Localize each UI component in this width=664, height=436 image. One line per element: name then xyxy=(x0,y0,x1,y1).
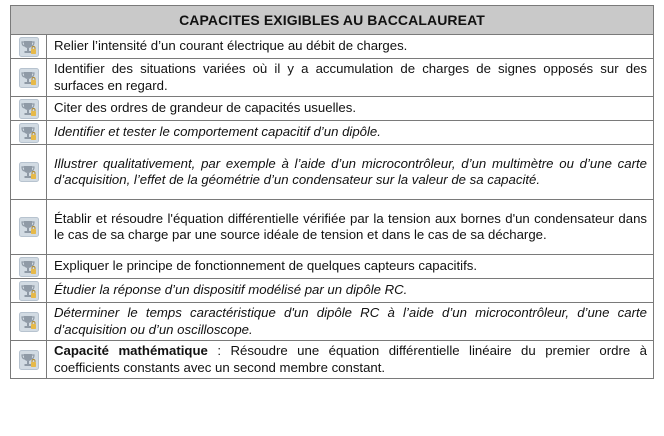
skill-text: Étudier la réponse d’un dispositif modélisé par un dipôle RC. xyxy=(47,279,654,303)
table-row xyxy=(11,255,654,279)
table-row xyxy=(11,279,654,303)
table-row xyxy=(11,303,654,341)
skill-text: Identifier des situations variées où il y a accumulation de charges de signes opposés sur des surfaces en regard. xyxy=(47,59,654,97)
trophy-lock-icon xyxy=(19,281,39,301)
skill-text: Établir et résoudre l'équation différentielle vérifiée par la tension aux bornes d'un condensateur dans le cas de sa charge par une source idéale de tension et dans le cas de sa décharge. xyxy=(47,200,654,255)
table-row xyxy=(11,145,654,200)
row-icon-cell xyxy=(11,341,47,379)
skill-text-math xyxy=(47,341,654,379)
trophy-lock-icon xyxy=(19,217,39,237)
skill-text: Citer des ordres de grandeur de capacités usuelles. xyxy=(47,97,654,121)
skill-text: Identifier et tester le comportement capacitif d’un dipôle. xyxy=(47,121,654,145)
table-row xyxy=(11,35,654,59)
trophy-lock-icon xyxy=(19,37,39,57)
skill-text: Relier l’intensité d’un courant électrique au débit de charges. xyxy=(47,35,654,59)
table-header-row xyxy=(11,6,654,35)
skill-text: Expliquer le principe de fonctionnement de quelques capteurs capacitifs. xyxy=(47,255,654,279)
row-icon-cell xyxy=(11,121,47,145)
table-row xyxy=(11,97,654,121)
row-icon-cell xyxy=(11,279,47,303)
table-row xyxy=(11,121,654,145)
trophy-lock-icon xyxy=(19,312,39,332)
table-row xyxy=(11,200,654,255)
trophy-lock-icon xyxy=(19,257,39,277)
trophy-lock-icon xyxy=(19,162,39,182)
row-icon-cell xyxy=(11,97,47,121)
row-icon-cell xyxy=(11,145,47,200)
trophy-lock-icon xyxy=(19,68,39,88)
math-skill-text: : Résoudre une équation différentielle linéaire du premier ordre à coefficients constants avec un second membre constant. xyxy=(54,343,647,375)
row-icon-cell xyxy=(11,200,47,255)
trophy-lock-icon xyxy=(19,99,39,119)
row-icon-cell xyxy=(11,59,47,97)
row-icon-cell xyxy=(11,35,47,59)
skill-text: Déterminer le temps caractéristique d'un dipôle RC à l’aide d’un microcontrôleur, d’une carte d’acquisition ou d’un oscilloscope. xyxy=(47,303,654,341)
skills-table-container xyxy=(10,5,653,379)
table-title: CAPACITES EXIGIBLES AU BACCALAUREAT xyxy=(11,6,654,35)
math-skill-label: Capacité mathématique xyxy=(54,343,208,358)
skill-text: Illustrer qualitativement, par exemple à l’aide d’un microcontrôleur, d’un multimètre ou d’une carte d’acquisition, l’effet de la géométrie d’un condensateur sur la valeur de sa capacité. xyxy=(47,145,654,200)
table-row xyxy=(11,341,654,379)
row-icon-cell xyxy=(11,303,47,341)
table-row xyxy=(11,59,654,97)
row-icon-cell xyxy=(11,255,47,279)
skills-table xyxy=(10,5,654,379)
trophy-lock-icon xyxy=(19,123,39,143)
trophy-lock-icon xyxy=(19,350,39,370)
